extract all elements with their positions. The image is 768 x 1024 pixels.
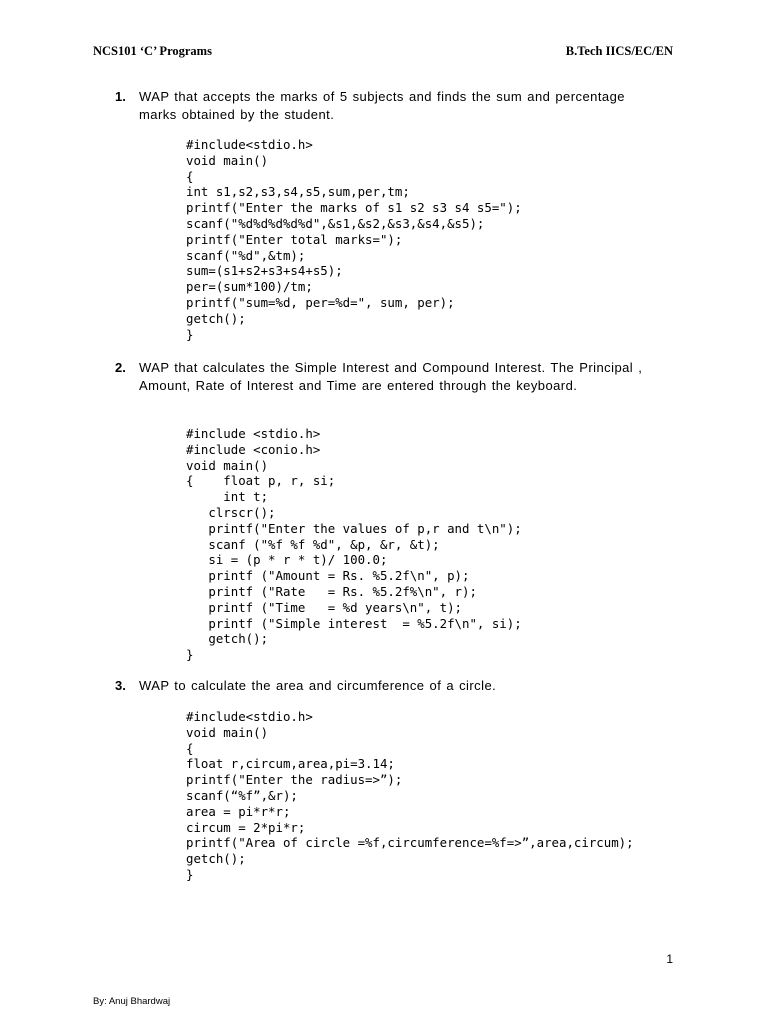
question-3 xyxy=(115,677,655,695)
header-program: B.Tech IICS/EC/EN xyxy=(565,44,673,58)
page-number: 1 xyxy=(666,952,673,966)
question-number: 3. xyxy=(115,678,126,693)
code-block-1: #include<stdio.h> void main() { int s1,s2,s3,s4,s5,sum,per,tm; printf("Enter the marks of s1 s2 s3 s4 s5="); scanf("%d%d%d%d%d",&s1,&s2,&s3,&s4,&s5); printf("Enter total marks="); scanf("%d",&tm); sum=(s1+s2+s3+s4+s5); per=(sum*100)/tm; printf("sum=%d, per=%d=", sum, per); getch(); } xyxy=(186,137,522,342)
question-number: 2. xyxy=(115,360,126,375)
code-block-3: #include<stdio.h> void main() { float r,circum,area,pi=3.14; printf("Enter the radius=>”); scanf(“%f”,&r); area = pi*r*r; circum = 2*pi*r; printf("Area of circle =%f,circumference=%f=>”,area,circum); getch(); } xyxy=(186,709,634,882)
question-text: WAP that calculates the Simple Interest and Compound Interest. The Principal , Amount, Rate of Interest and Time are entered through the keyboard. xyxy=(139,360,643,393)
question-text: WAP to calculate the area and circumference of a circle. xyxy=(139,678,497,693)
question-number: 1. xyxy=(115,89,126,104)
header-course-title: NCS101 ‘C’ Programs xyxy=(93,44,212,58)
question-1 xyxy=(115,88,655,124)
footer-author: By: Anuj Bhardwaj xyxy=(93,996,171,1007)
code-block-2: #include <stdio.h> #include <conio.h> void main() { float p, r, si; int t; clrscr(); printf("Enter the values of p,r and t\n"); scanf ("%f %f %d", &p, &r, &t); si = (p * r * t)/ 100.0; printf ("Amount = Rs. %5.2f\n", p); printf ("Rate = Rs. %5.2f%\n", r); printf ("Time = %d years\n", t); printf ("Simple interest = %5.2f\n", si); getch(); } xyxy=(186,426,522,663)
question-text: WAP that accepts the marks of 5 subjects and finds the sum and percentage marks obtained by the student. xyxy=(139,89,625,122)
question-2 xyxy=(115,359,655,395)
